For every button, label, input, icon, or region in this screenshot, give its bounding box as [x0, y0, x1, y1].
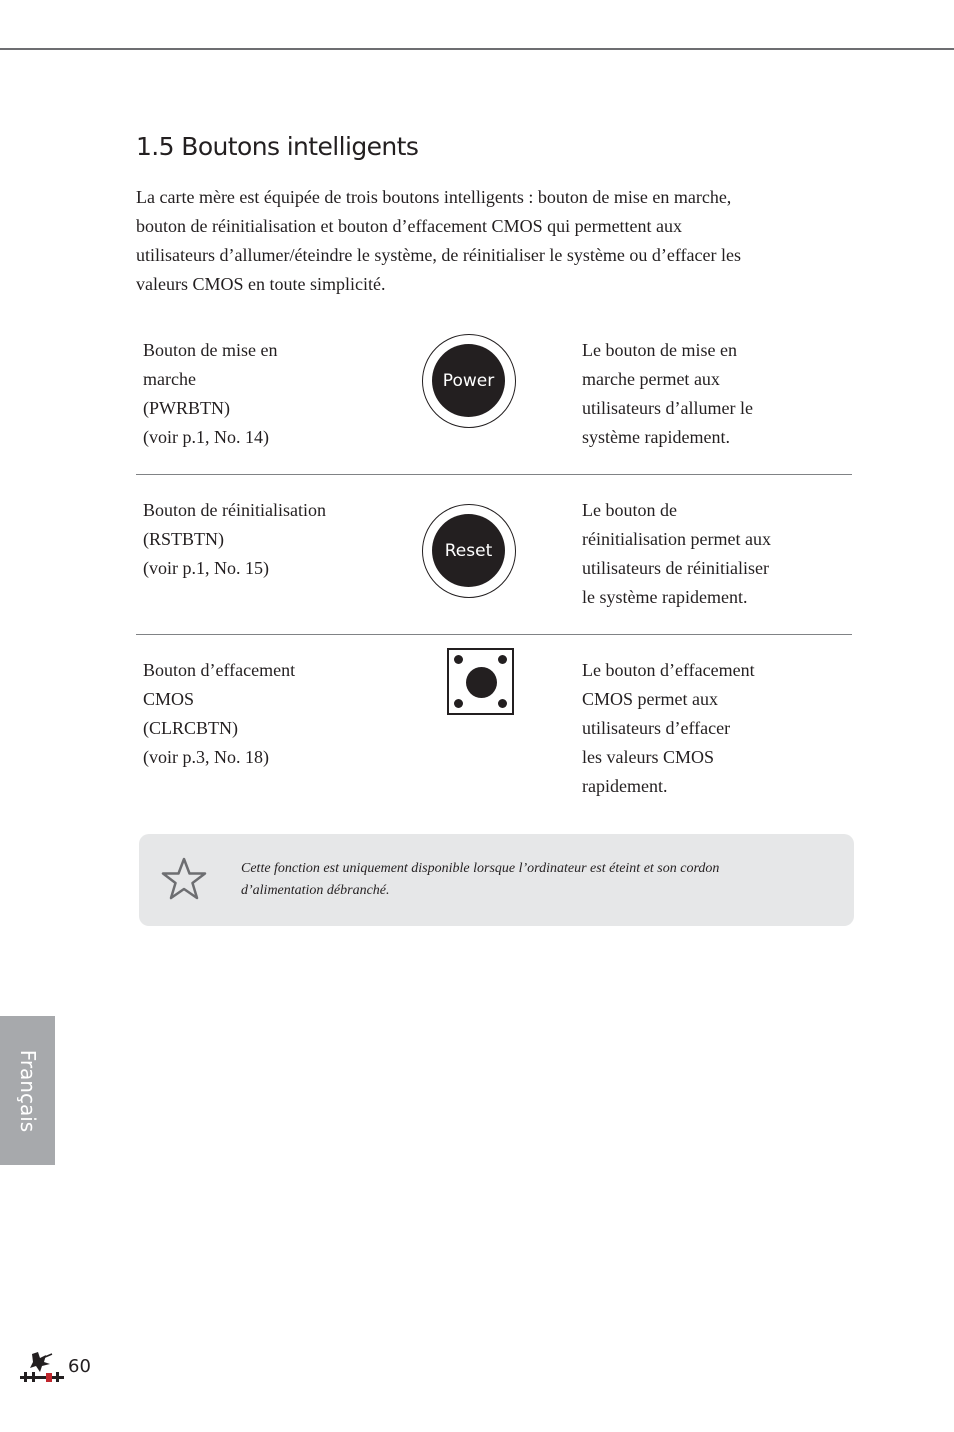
- label-line: Bouton de mise en: [143, 340, 278, 360]
- desc-line: utilisateurs d’allumer le: [582, 398, 753, 418]
- language-tab-label: Français: [15, 1049, 40, 1132]
- desc-line: le système rapidement.: [582, 587, 748, 607]
- desc-line: utilisateurs de réinitialiser: [582, 558, 769, 578]
- label-line: (voir p.1, No. 14): [143, 427, 269, 447]
- label-line: Bouton d’effacement: [143, 660, 296, 680]
- language-side-tab: [0, 1016, 55, 1165]
- clear-cmos-button-description: [582, 656, 822, 801]
- reset-button-row: [136, 496, 852, 635]
- note-text: [241, 858, 821, 902]
- desc-line: système rapidement.: [582, 427, 730, 447]
- brand-logo-icon: [18, 1350, 66, 1386]
- label-line: (PWRBTN): [143, 398, 230, 418]
- label-line: (voir p.1, No. 15): [143, 558, 269, 578]
- note-line: Cette fonction est uniquement disponible lorsque l’ordinateur est éteint et son cordon: [241, 861, 720, 876]
- label-line: (CLRCBTN): [143, 718, 239, 738]
- desc-line: Le bouton de mise en: [582, 340, 737, 360]
- reset-button-icon-text: Reset: [432, 514, 505, 587]
- corner-dot: [454, 655, 463, 664]
- intro-line: bouton de réinitialisation et bouton d’effacement CMOS qui permettent aux: [136, 216, 683, 236]
- star-outline-icon: [161, 856, 207, 902]
- intro-line: utilisateurs d’allumer/éteindre le système, de réinitialiser le système ou d’effacer les: [136, 245, 741, 265]
- intro-paragraph: [136, 183, 836, 299]
- power-button-description: [582, 336, 822, 452]
- intro-line: valeurs CMOS en toute simplicité.: [136, 274, 386, 294]
- desc-line: marche permet aux: [582, 369, 720, 389]
- note-box: [139, 834, 854, 926]
- section-title: 1.5 Boutons intelligents: [136, 132, 419, 161]
- power-button-label: [143, 336, 373, 452]
- label-line: (voir p.3, No. 18): [143, 747, 269, 767]
- label-line: Bouton de réinitialisation: [143, 500, 326, 520]
- power-button-icon: [422, 334, 516, 428]
- desc-line: Le bouton d’effacement: [582, 660, 755, 680]
- label-line: marche: [143, 369, 196, 389]
- desc-line: rapidement.: [582, 776, 668, 796]
- desc-line: CMOS permet aux: [582, 689, 718, 709]
- intro-line: La carte mère est équipée de trois boutons intelligents : bouton de mise en marche,: [136, 187, 732, 207]
- clear-cmos-button-label: [143, 656, 373, 772]
- reset-button-label: [143, 496, 373, 583]
- center-button: [466, 667, 497, 698]
- label-line: CMOS: [143, 689, 195, 709]
- power-button-icon-text: Power: [432, 344, 505, 417]
- desc-line: Le bouton de: [582, 500, 677, 520]
- reset-button-description: [582, 496, 822, 612]
- desc-line: réinitialisation permet aux: [582, 529, 771, 549]
- note-line: d’alimentation débranché.: [241, 883, 390, 898]
- corner-dot: [498, 699, 507, 708]
- corner-dot: [454, 699, 463, 708]
- desc-line: les valeurs CMOS: [582, 747, 714, 767]
- reset-button-icon: [422, 504, 516, 598]
- clear-cmos-button-row: [136, 656, 852, 816]
- header-rule: [0, 48, 954, 50]
- label-line: (RSTBTN): [143, 529, 224, 549]
- corner-dot: [498, 655, 507, 664]
- clear-cmos-button-icon: [447, 648, 514, 715]
- power-button-row: [136, 336, 852, 475]
- desc-line: utilisateurs d’effacer: [582, 718, 731, 738]
- page-number: 60: [68, 1356, 91, 1377]
